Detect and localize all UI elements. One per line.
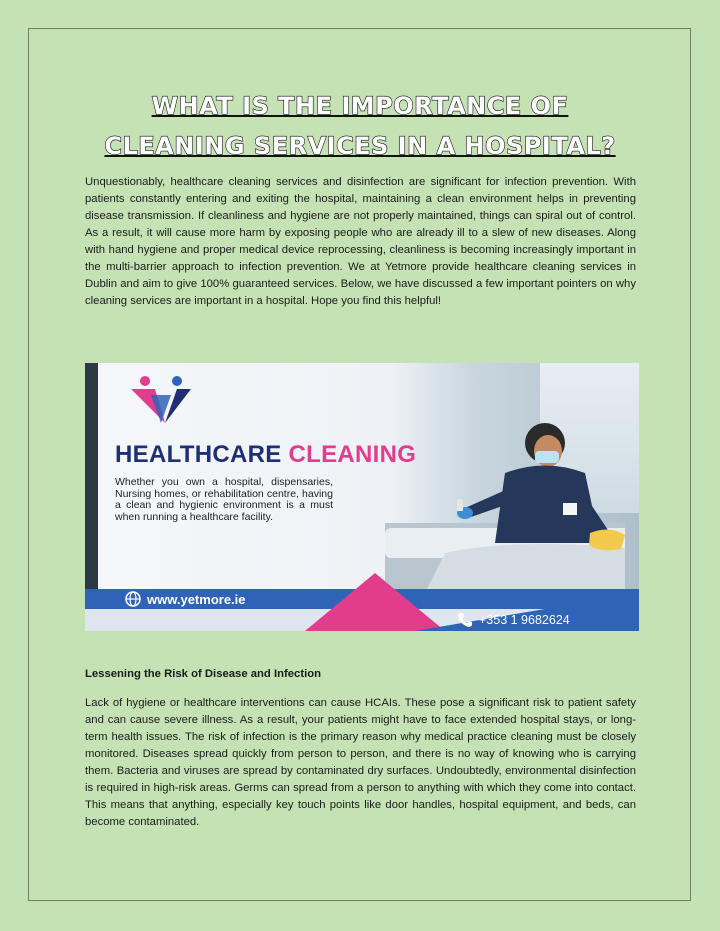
phone-icon [457,612,473,628]
banner-title-main: HEALTHCARE [115,441,282,468]
page-title: WHAT IS THE IMPORTANCE OF CLEANING SERVICES IN A HOSPITAL? [104,92,616,160]
banner-title-accent: CLEANING [288,441,417,468]
healthcare-cleaning-banner [85,363,639,631]
globe-icon [125,591,141,607]
cleaning-worker-illustration [385,403,625,593]
website-text[interactable]: www.yetmore.ie [147,591,246,607]
intro-paragraph: Unquestionably, healthcare cleaning services and disinfection are significant for infection prevention. With patients constantly entering and exiting the hospital, maintaining a clean environment helps in preventing disease transmission. If cleanliness and hygiene are not properly maintained, things can spiral out of control. As a result, it will cause more harm by exposing people who are already ill to a slew of new diseases. Along with hand hygiene and proper medical device reprocessing, cleanliness is becoming increasingly important in the multi-barrier approach to infection prevention. We at Yetmore provide healthcare cleaning services in Dublin and aim to give 100% guaranteed services. Below, we have discussed a few important pointers on why cleaning services are important in a hospital. Hope you find this helpful! [85,176,636,307]
website-label [125,591,246,607]
yetmore-logo-icon [125,373,197,431]
section-paragraph: Lack of hygiene or healthcare interventions can cause HCAIs. These pose a significant risk to patient safety and can cause severe illness. As a result, your patients might have to face extended hospital stays, or long-term health issues. The risk of infection is the primary reason why medical practice cleaning must be closely monitored. Diseases spread quickly from person to person, and there is no way of knowing who is carrying them. Bacteria and viruses are spread by contaminated dry surfaces. Undoubtedly, environmental disinfection is required in high-risk areas. Germs can spread from a person to anything with which they come into contact. This means that anything, especially key touch points like door handles, hospital equipment, and beds, can become contaminated. [85,697,636,828]
banner-title [115,441,416,469]
phone-text[interactable]: +353 1 9682624 [479,613,570,627]
section-heading: Lessening the Risk of Disease and Infection [85,668,322,680]
banner-body: Whether you own a hospital, dispensaries, Nursing homes, or rehabilitation centre, having a clean and hygienic environment is a must when running a healthcare facility. [115,476,333,523]
phone-label [457,612,570,628]
